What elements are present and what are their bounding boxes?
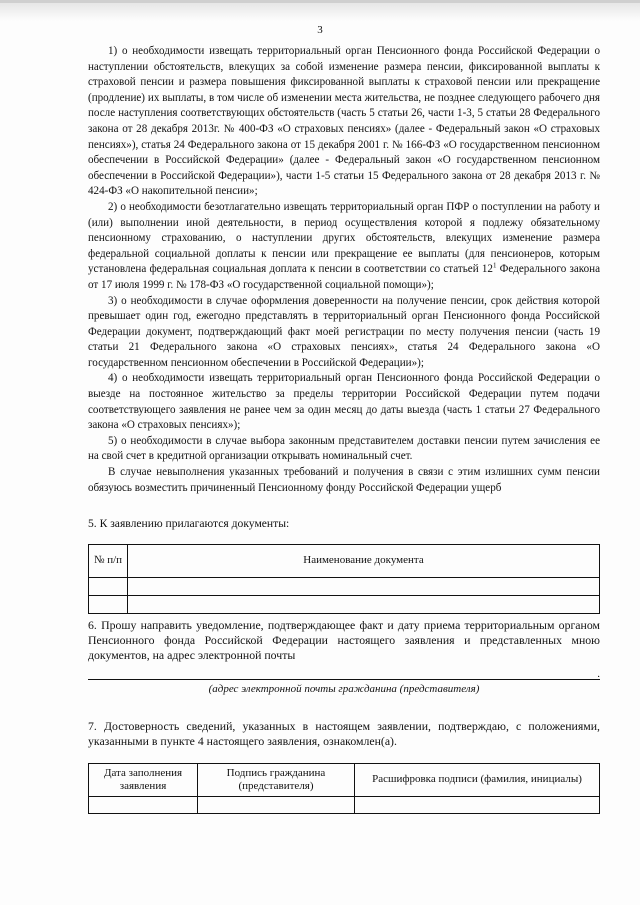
- col-date-header: Дата заполнения заявления: [89, 763, 198, 796]
- obligation-item-1: 1) о необходимости извещать территориальный орган Пенсионного фонда Российской Федерации о наступлении обстоятельств, влекущих за собой изменение размера пенсии, фиксированной выплаты к страховой пенсии и размера повышения фиксированной выплаты к страховой пенсии или прекращение (продление) их выплаты, в том числе об изменении места жительства, не позднее следующего рабочего дня после наступления соответствующих обстоятельств (часть 5 статьи 26, части 1-3, 5 статьи 28 Федерального закона от 28 декабря 2013г. № 400-ФЗ «О страховых пенсиях» (далее - Федеральный закон «О страховых пенсиях»), статья 24 Федерального закона от 15 декабря 2001 г. № 166-ФЗ «О государственном пенсионном обеспечении в Российской Федерации» (далее - Федеральный закон «О государственном пенсионном обеспечении в Российской Федерации»), части 1-5 статьи 15 Федерального закона от 28 декабря 2013 г. № 424-ФЗ «О накопительной пенсии»;: [88, 45, 600, 198]
- table-cell[interactable]: [89, 577, 128, 595]
- table-row: [89, 796, 600, 813]
- document-body: [88, 44, 600, 814]
- email-input-line[interactable]: .: [88, 667, 600, 680]
- obligation-item-4: 4) о необходимости извещать территориальный орган Пенсионного фонда Российской Федерации о выезде на постоянное жительство за пределы территории Российской Федерации путем подачи соответствующего заявления не ранее чем за один месяц до даты выезда (часть 1 статьи 27 Федерального закона «О страховых пенсиях»);: [88, 372, 600, 432]
- obligation-item-5: 5) о необходимости в случае выбора законным представителем доставки пенсии путем зачисления ее на свой счет в кредитной организации открывать номинальный счет.: [88, 434, 600, 463]
- notification-text: 6. Прошу направить уведомление, подтверждающее факт и дату приема территориальным органом Пенсионного фонда Российской Федерации настоящего заявления и представленных мною документов, на адрес электронной почты: [88, 617, 600, 662]
- confirmation-section: [88, 719, 600, 814]
- attachments-table: [88, 544, 600, 614]
- page-number: 3: [317, 24, 323, 36]
- decode-cell[interactable]: [355, 796, 600, 813]
- table-row: [89, 577, 600, 595]
- obligation-item-2: [88, 200, 600, 294]
- date-cell[interactable]: [89, 796, 198, 813]
- attachments-title: 5. К заявлению прилагаются документы:: [88, 517, 290, 531]
- table-cell[interactable]: [89, 595, 128, 613]
- footnote-sup: 1: [492, 261, 497, 270]
- obligation-item-3: 3) о необходимости в случае оформления доверенности на получение пенсии, срок действия которой превышает один год, ежегодно представлять в территориальный орган Пенсионного фонда Российской Федерации документ, подтверждающий факт моей регистрации по месту получения пенсии (часть 19 статьи 21 Федерального закона «О страховых пенсиях», статья 24 Федерального закона «О государственном пенсионном обеспечении в Российской Федерации»);: [88, 294, 600, 369]
- attachments-section: [88, 516, 600, 614]
- confirmation-text: 7. Достоверность сведений, указанных в настоящем заявлении, подтверждаю, с положениями, указанными в пункте 4 настоящего заявления, ознакомлен(а).: [88, 718, 600, 748]
- damages-paragraph: В случае невыполнения указанных требований и получения в связи с этим излишних сумм пенсии обязуюсь возместить причиненный Пенсионному фонду Российской Федерации ущерб: [88, 466, 600, 494]
- obligation-item-2-tail: Федерального закона от 17 июля 1999 г. № 178-ФЗ «О государственной социальной помощи»);: [88, 263, 600, 291]
- signature-header-row: [89, 763, 600, 796]
- scan-top-edge: [0, 0, 640, 21]
- col-number-header: № п/п: [89, 544, 128, 577]
- col-document-name-header: Наименование документа: [128, 544, 600, 577]
- table-cell[interactable]: [128, 595, 600, 613]
- col-decode-header: Расшифровка подписи (фамилия, инициалы): [355, 763, 600, 796]
- table-cell[interactable]: [128, 577, 600, 595]
- signature-cell[interactable]: [198, 796, 355, 813]
- col-signature-header: Подпись гражданина (представителя): [198, 763, 355, 796]
- email-caption: (адрес электронной почты гражданина (представителя): [208, 682, 480, 695]
- attachments-header-row: [89, 544, 600, 577]
- notification-section: [88, 618, 600, 697]
- obligation-item-2-text: 2) о необходимости безотлагательно извещать территориальный орган ПФР о поступлении на работу и (или) выполнении иной деятельности, в период осуществления которой я подлежу обязательному пенсионному страхованию, о наступлении других обстоятельств, влекущих изменение размера федеральной социальной доплаты к пенсии или прекращение ее выплаты (для пенсионеров, которым установлена федеральная социальная доплата к пенсии в соответствии со статьей 12: [88, 200, 600, 276]
- table-row: [89, 595, 600, 613]
- signature-table: [88, 763, 600, 814]
